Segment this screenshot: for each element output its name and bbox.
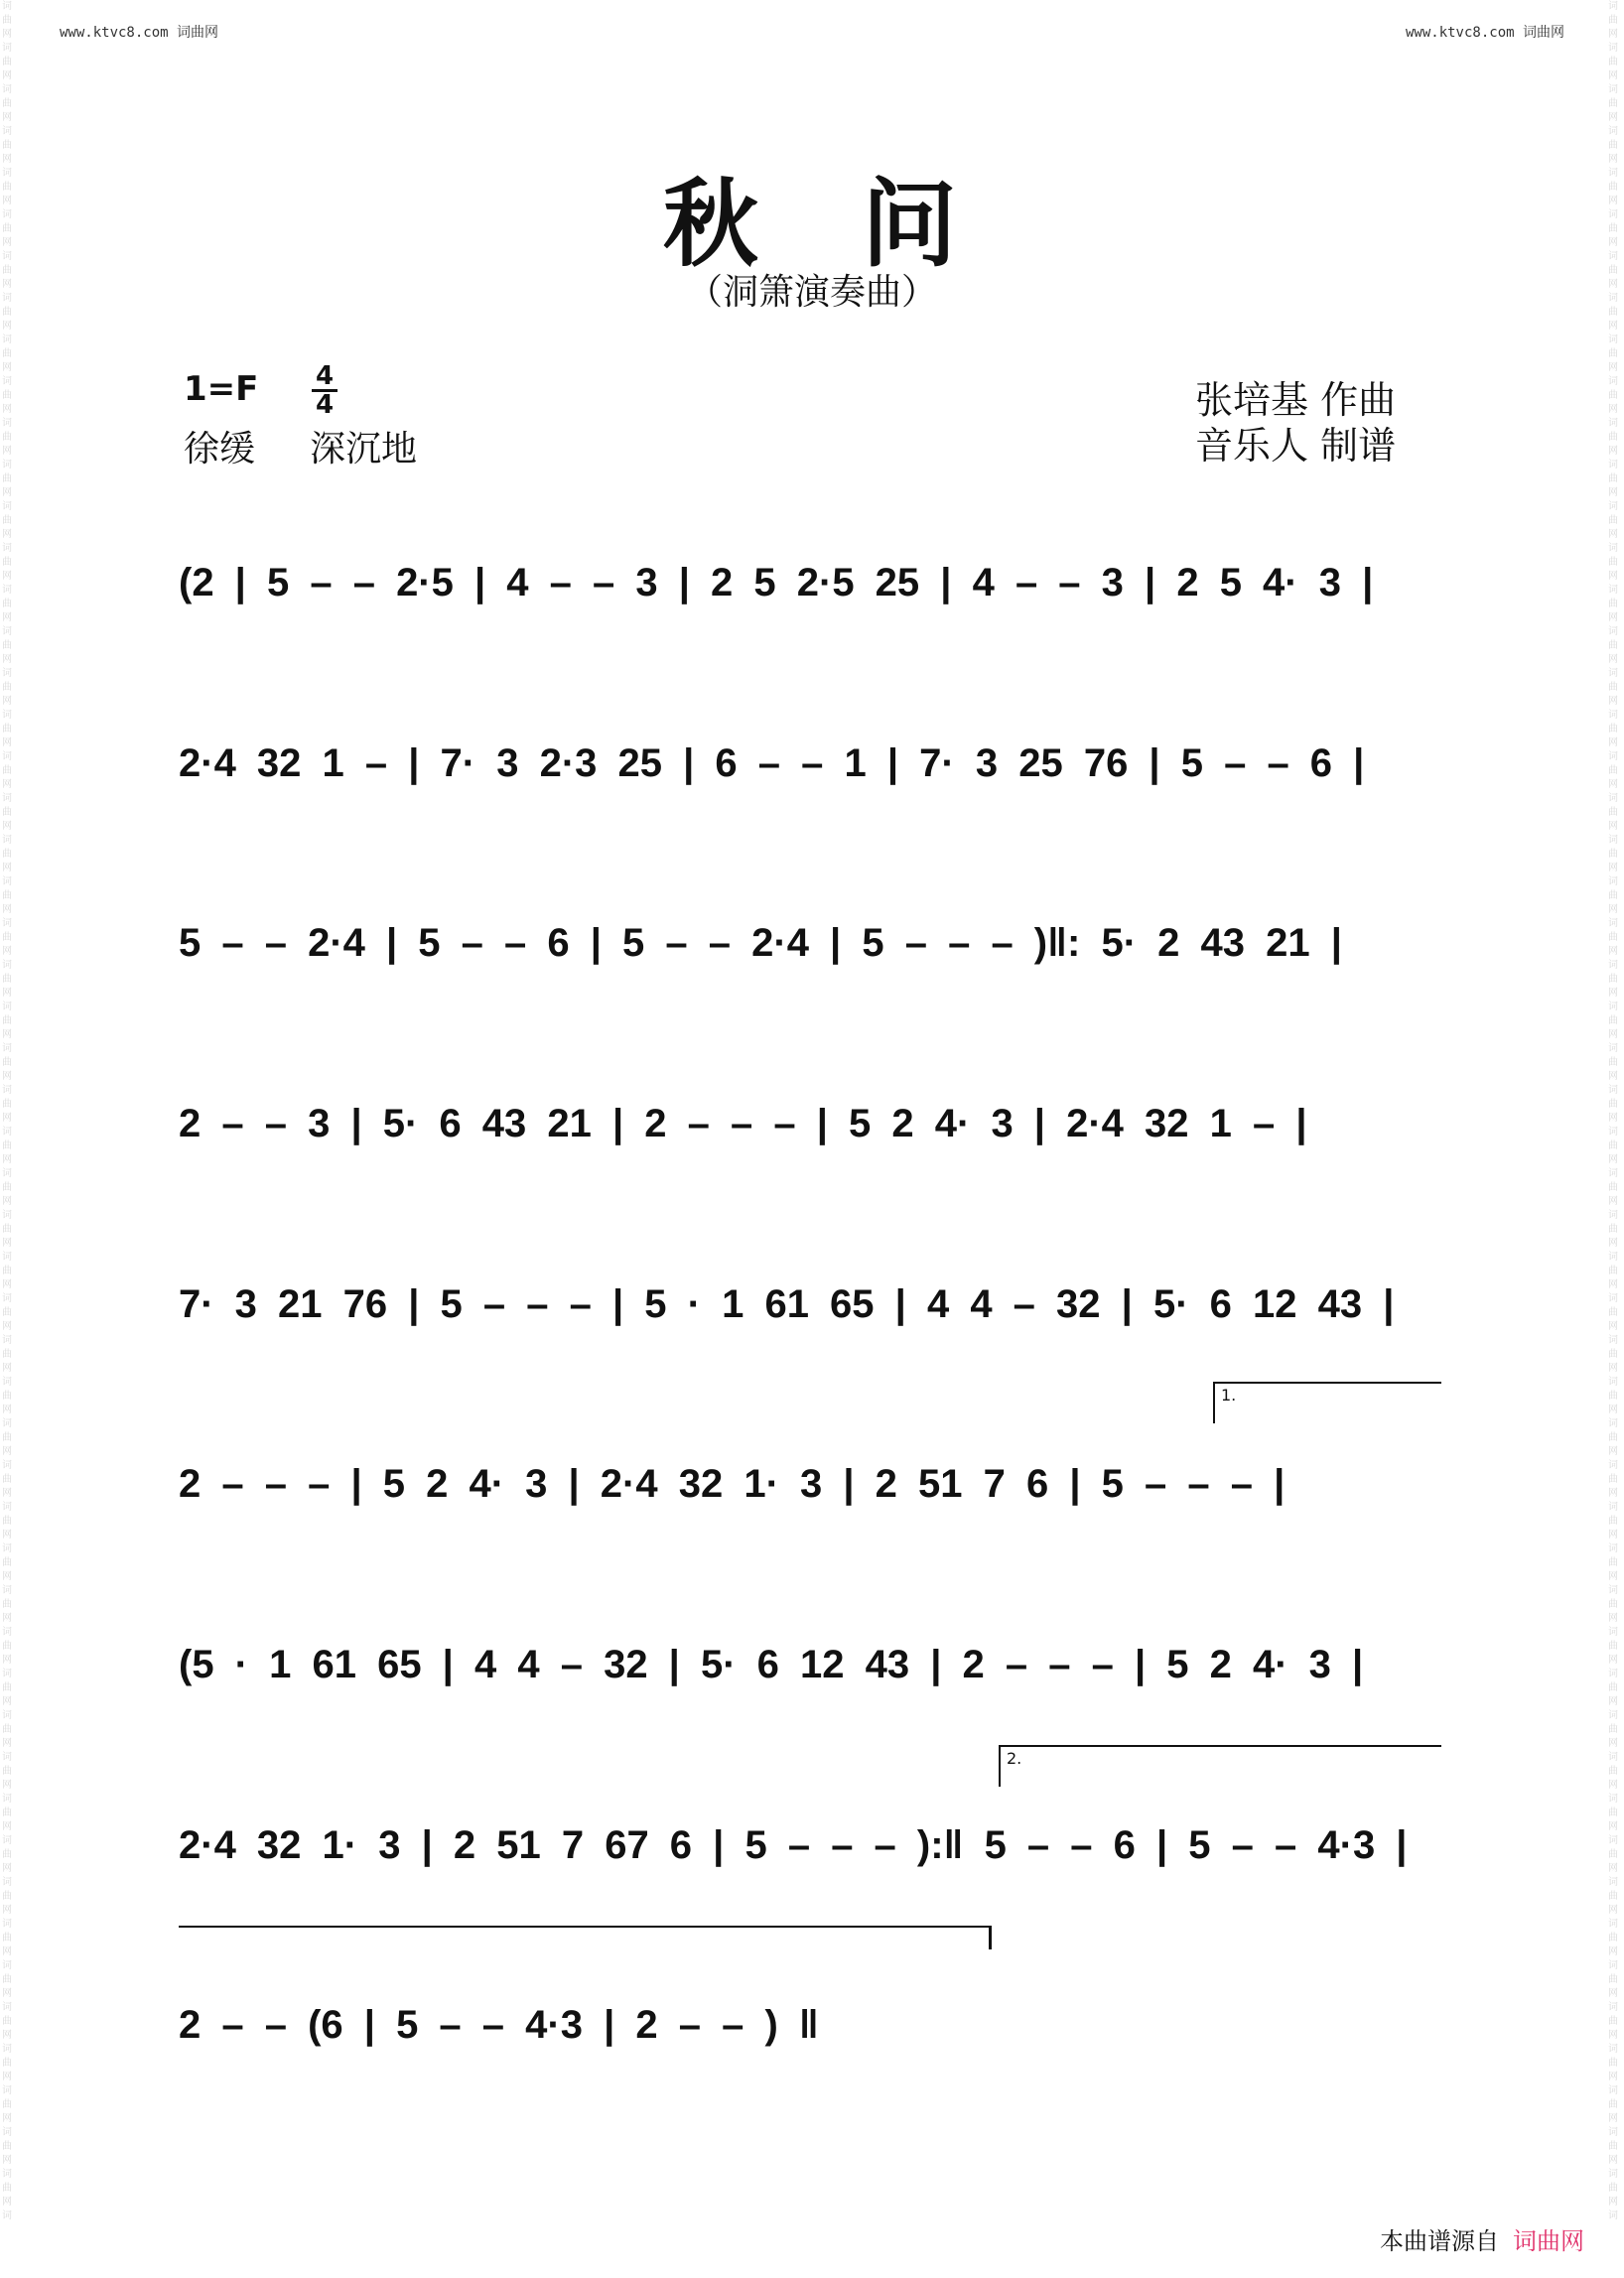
- staff-notes: 5 – – 2·4 | 5 – – 6 | 5 – – 2·4 | 5 – – – )‖: 5· 2 43 21 |: [179, 921, 1342, 965]
- score-title: 秋 问: [663, 168, 961, 280]
- staff-line-6: [179, 1427, 1429, 1537]
- staff-notes: 2·4 32 1 – | 7· 3 2·3 25 | 6 – – 1 | 7· 3 25 76 | 5 – – 6 |: [179, 741, 1365, 785]
- staff-notes: 2 – – (6 | 5 – – 4·3 | 2 – – ) ‖: [179, 2003, 819, 2047]
- key-signature: 1=F: [184, 369, 259, 409]
- edge-watermark-right: 词 曲 网 词 曲 网 词 曲 网 词 曲 网 词 曲 网 词 曲 网 词 曲 网 词 曲 网 词 曲 网 词 曲 网 词 曲 网 词 曲 网 词 曲 网 词 曲 网 词 曲 网 词 曲 网 词 曲 网 词 曲 网 词 曲 网 词 曲 网 词 曲 网 词 曲 网 词 曲 网 词 曲 网 词 曲 网 词 曲 网 词 曲 网 词 曲 网 词 曲 网 词 曲 网 词 曲 网 词 曲 网 词 曲 网 词 曲 网 词 曲 网 词 曲 网 词 曲 网 词 曲 网 词 曲 网 词 曲 网 词 曲 网 词 曲 网 词 曲 网 词 曲 网 词 曲 网 词 曲 网 词 曲 网 词 曲 网 词 曲 网 词 曲 网 词 曲 网 词 曲 网 词 曲 网 词: [1608, 1, 1618, 2221]
- staff-notes: 7· 3 21 76 | 5 – – – | 5 · 1 61 65 | 4 4 – 32 | 5· 6 12 43 |: [179, 1282, 1395, 1326]
- volta-label: 2.: [1007, 1749, 1022, 1768]
- arranger-credit: 音乐人 制谱: [1195, 424, 1397, 468]
- header-right-url[interactable]: www.ktvc8.com 词曲网: [1405, 25, 1564, 41]
- staff-line-2: [179, 707, 1429, 816]
- staff-line-4: [179, 1067, 1429, 1176]
- time-signature-bottom: 4: [312, 389, 338, 418]
- staff-line-7: [179, 1608, 1429, 1717]
- volta-continuation-end: [989, 1926, 992, 1949]
- footer-text: 本曲谱源自: [1380, 2227, 1499, 2255]
- time-signature: [312, 363, 338, 418]
- staff-line-1: [179, 526, 1429, 635]
- staff-notes: 2 – – – | 5 2 4· 3 | 2·4 32 1· 3 | 2 51 7 6 | 5 – – – |: [179, 1462, 1286, 1506]
- staff-line-5: [179, 1248, 1429, 1357]
- composer-credit: 张培基 作曲: [1195, 378, 1397, 422]
- tempo-marking: 徐缓: [184, 429, 256, 469]
- staff-line-9: [179, 1968, 1429, 2077]
- volta-label: 1.: [1221, 1386, 1237, 1405]
- staff-line-8: [179, 1789, 1429, 1898]
- volta-bracket-1: [1213, 1382, 1441, 1423]
- volta-bracket-2: [999, 1745, 1441, 1787]
- staff-notes: (2 | 5 – – 2·5 | 4 – – 3 | 2 5 2·5 25 | 4 – – 3 | 2 5 4· 3 |: [179, 561, 1374, 604]
- staff-line-3: [179, 886, 1429, 996]
- staff-notes: 2·4 32 1· 3 | 2 51 7 67 6 | 5 – – – ):‖ 5 – – 6 | 5 – – 4·3 |: [179, 1823, 1408, 1867]
- time-signature-top: 4: [315, 361, 335, 391]
- footer-brand-link[interactable]: 词曲网: [1513, 2227, 1584, 2255]
- volta-continuation-line: [179, 1926, 991, 1928]
- edge-watermark-left: 词 曲 网 词 曲 网 词 曲 网 词 曲 网 词 曲 网 词 曲 网 词 曲 网 词 曲 网 词 曲 网 词 曲 网 词 曲 网 词 曲 网 词 曲 网 词 曲 网 词 曲 网 词 曲 网 词 曲 网 词 曲 网 词 曲 网 词 曲 网 词 曲 网 词 曲 网 词 曲 网 词 曲 网 词 曲 网 词 曲 网 词 曲 网 词 曲 网 词 曲 网 词 曲 网 词 曲 网 词 曲 网 词 曲 网 词 曲 网 词 曲 网 词 曲 网 词 曲 网 词 曲 网 词 曲 网 词 曲 网 词 曲 网 词 曲 网 词 曲 网 词 曲 网 词 曲 网 词 曲 网 词 曲 网 词 曲 网 词 曲 网 词 曲 网 词 曲 网 词 曲 网 词 曲 网 词: [2, 1, 12, 2221]
- footer-source: [1380, 2221, 1584, 2256]
- expression-marking: 深沉地: [310, 429, 418, 469]
- score-subtitle: （洞箫演奏曲）: [686, 272, 937, 313]
- header-left-url[interactable]: www.ktvc8.com 词曲网: [60, 25, 219, 41]
- staff-notes: 2 – – 3 | 5· 6 43 21 | 2 – – – | 5 2 4· 3 | 2·4 32 1 – |: [179, 1102, 1307, 1145]
- staff-notes: (5 · 1 61 65 | 4 4 – 32 | 5· 6 12 43 | 2 – – – | 5 2 4· 3 |: [179, 1643, 1364, 1686]
